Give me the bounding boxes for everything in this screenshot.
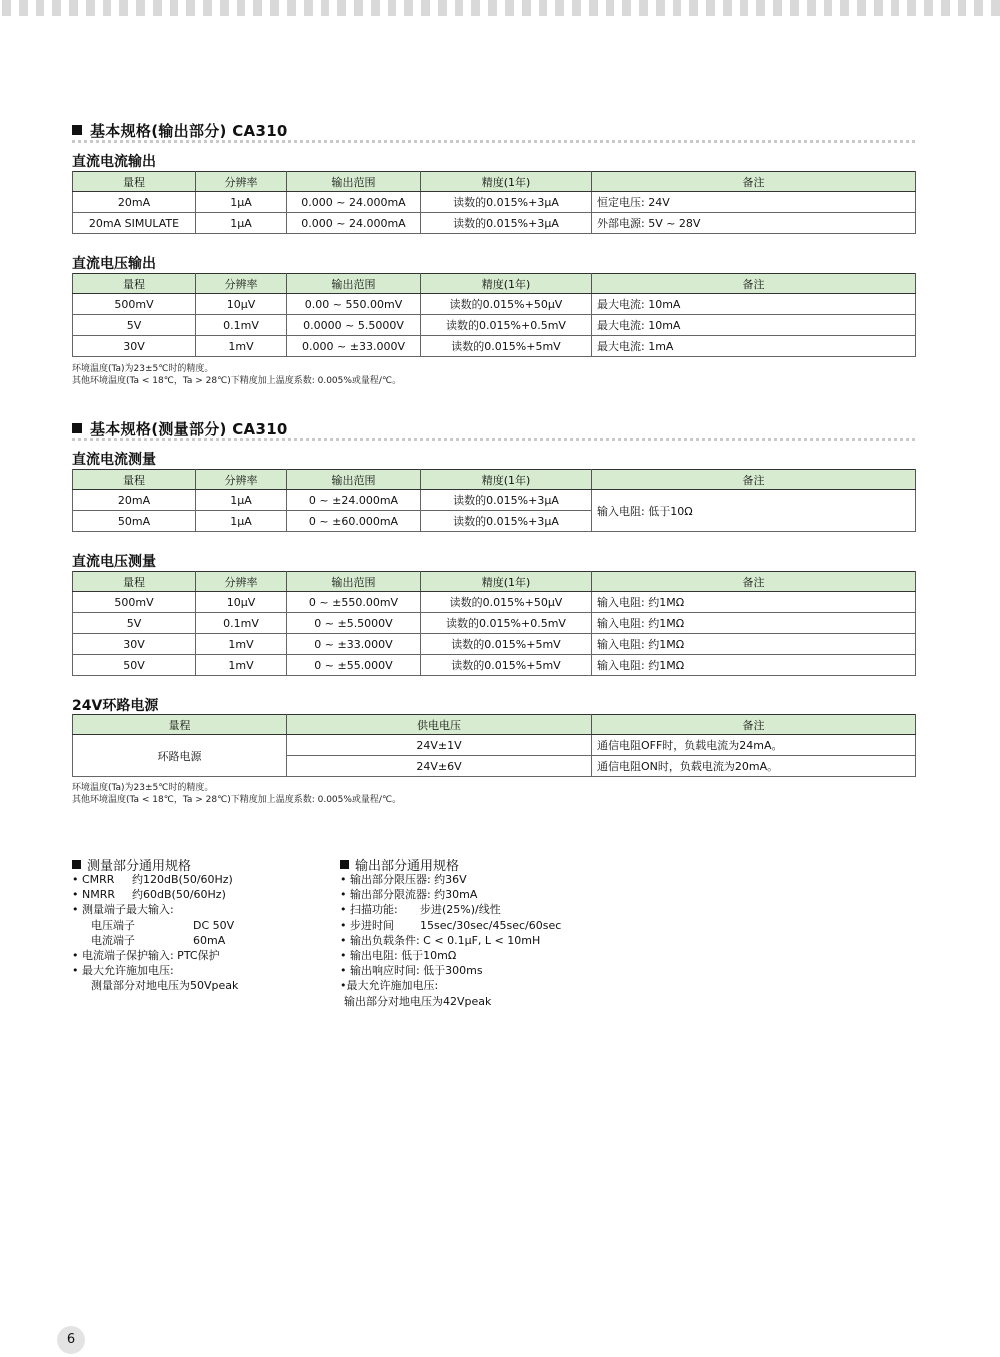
header-range: 量程 bbox=[73, 470, 196, 490]
header-remarks: 备注 bbox=[592, 715, 916, 735]
dotted-divider bbox=[72, 140, 915, 143]
dc-voltage-measure-table bbox=[72, 571, 916, 676]
list-item: • NMRR 约60dB(50/60Hz) bbox=[72, 888, 226, 902]
loop-power-range-cell: 环路电源 bbox=[73, 735, 287, 777]
table-row: 500mV 10μV 0.00 ~ 550.00mV 读数的0.015%+50μV 最大电流: 10mA bbox=[73, 294, 916, 315]
output-section-title: 基本规格(输出部分) CA310 bbox=[72, 120, 288, 141]
header-range: 量程 bbox=[73, 172, 196, 192]
header-output-range: 输出范围 bbox=[287, 172, 421, 192]
header-range: 量程 bbox=[73, 715, 287, 735]
loop-power-table bbox=[72, 714, 916, 777]
list-item: • 扫描功能: 步进(25%)/线性 bbox=[340, 903, 501, 917]
list-item: • 输出电阻: 低于10mΩ bbox=[340, 949, 457, 963]
measure-footnotes: 环境温度(Ta)为23±5℃时的精度。 其他环境温度(Ta < 18℃，Ta > 28℃)下精度加上温度系数: 0.005%或量程/℃。 bbox=[72, 783, 402, 805]
dc-current-measure-title: 直流电流测量 bbox=[72, 452, 156, 468]
dc-voltage-output-title: 直流电压输出 bbox=[72, 256, 156, 272]
shared-remark-cell: 输入电阻: 低于10Ω bbox=[592, 490, 916, 532]
page-number: 6 bbox=[57, 1326, 85, 1354]
header-remarks: 备注 bbox=[592, 470, 916, 490]
header-accuracy: 精度(1年) bbox=[421, 572, 592, 592]
header-resolution: 分辨率 bbox=[196, 172, 287, 192]
header-accuracy: 精度(1年) bbox=[421, 172, 592, 192]
output-footnotes: 环境温度(Ta)为23±5℃时的精度。 其他环境温度(Ta < 18℃，Ta > 28℃)下精度加上温度系数: 0.005%或量程/℃。 bbox=[72, 364, 402, 386]
header-range: 量程 bbox=[73, 572, 196, 592]
header-remarks: 备注 bbox=[592, 274, 916, 294]
square-bullet-icon bbox=[72, 860, 81, 869]
square-bullet-icon bbox=[340, 860, 349, 869]
dc-current-output-title: 直流电流输出 bbox=[72, 154, 156, 170]
table-row: 30V 1mV 0.000 ~ ±33.000V 读数的0.015%+5mV 最大电流: 1mA bbox=[73, 336, 916, 357]
table-row: 50V 1mV 0 ~ ±55.000V 读数的0.015%+5mV 输入电阻: 约1MΩ bbox=[73, 655, 916, 676]
header-resolution: 分辨率 bbox=[196, 572, 287, 592]
list-item: 输出部分对地电压为42Vpeak bbox=[344, 994, 492, 1008]
table-row: 50mA 1μA 0 ~ ±60.000mA 读数的0.015%+3μA bbox=[73, 511, 916, 532]
list-item: • 输出负载条件: C < 0.1μF, L < 10mH bbox=[340, 933, 541, 947]
top-stripe-decoration bbox=[0, 0, 1000, 16]
list-item: • 步进时间 15sec/30sec/45sec/60sec bbox=[340, 918, 562, 932]
list-item: • 输出部分限压器: 约36V bbox=[340, 873, 467, 886]
square-bullet-icon bbox=[72, 125, 82, 135]
header-supply-voltage: 供电电压 bbox=[287, 715, 592, 735]
list-item: 电压端子 DC 50V bbox=[91, 918, 235, 932]
dc-current-measure-table bbox=[72, 469, 916, 532]
header-remarks: 备注 bbox=[592, 172, 916, 192]
list-item: • 测量端子最大输入: bbox=[72, 903, 174, 917]
table-row: 20mA 1μA 0.000 ~ 24.000mA 读数的0.015%+3μA 恒定电压: 24V bbox=[73, 192, 916, 213]
table-row: 24V±6V 通信电阻ON时，负载电流为20mA。 bbox=[73, 756, 916, 777]
header-remarks: 备注 bbox=[592, 572, 916, 592]
output-general-list bbox=[340, 872, 561, 1009]
header-output-range: 输出范围 bbox=[287, 470, 421, 490]
table-row: 20mA SIMULATE 1μA 0.000 ~ 24.000mA 读数的0.015%+3μA 外部电源: 5V ~ 28V bbox=[73, 213, 916, 234]
header-resolution: 分辨率 bbox=[196, 470, 287, 490]
dc-current-output-table bbox=[72, 171, 916, 234]
header-resolution: 分辨率 bbox=[196, 274, 287, 294]
table-row: 5V 0.1mV 0 ~ ±5.5000V 读数的0.015%+0.5mV 输入电阻: 约1MΩ bbox=[73, 613, 916, 634]
list-item: • 输出部分限流器: 约30mA bbox=[340, 888, 478, 902]
dc-voltage-output-table bbox=[72, 273, 916, 357]
list-item: 测量部分对地电压为50Vpeak bbox=[91, 979, 239, 993]
loop-power-title: 24V环路电源 bbox=[72, 698, 159, 714]
header-output-range: 输出范围 bbox=[287, 572, 421, 592]
dc-voltage-measure-title: 直流电压测量 bbox=[72, 554, 156, 570]
output-general-title: 输出部分通用规格 bbox=[340, 855, 459, 874]
table-row: 30V 1mV 0 ~ ±33.000V 读数的0.015%+5mV 输入电阻: 约1MΩ bbox=[73, 634, 916, 655]
list-item: • 最大允许施加电压: bbox=[72, 964, 174, 978]
header-output-range: 输出范围 bbox=[287, 274, 421, 294]
list-item: • CMRR 约120dB(50/60Hz) bbox=[72, 873, 233, 886]
table-row: 500mV 10μV 0 ~ ±550.00mV 读数的0.015%+50μV 输入电阻: 约1MΩ bbox=[73, 592, 916, 613]
measure-section-title: 基本规格(测量部分) CA310 bbox=[72, 418, 288, 439]
measure-general-list bbox=[72, 872, 238, 994]
table-row: 环路电源 24V±1V 通信电阻OFF时，负载电流为24mA。 bbox=[73, 735, 916, 756]
header-accuracy: 精度(1年) bbox=[421, 470, 592, 490]
list-item: 电流端子 60mA bbox=[91, 933, 226, 947]
header-range: 量程 bbox=[73, 274, 196, 294]
list-item: •最大允许施加电压: bbox=[340, 979, 439, 993]
list-item: • 输出响应时间: 低于300ms bbox=[340, 964, 483, 978]
header-accuracy: 精度(1年) bbox=[421, 274, 592, 294]
square-bullet-icon bbox=[72, 423, 82, 433]
table-row: 20mA 1μA 0 ~ ±24.000mA 读数的0.015%+3μA 输入电阻: 低于10Ω bbox=[73, 490, 916, 511]
table-row: 5V 0.1mV 0.0000 ~ 5.5000V 读数的0.015%+0.5mV 最大电流: 10mA bbox=[73, 315, 916, 336]
measure-general-title: 测量部分通用规格 bbox=[72, 855, 191, 874]
dotted-divider bbox=[72, 438, 915, 441]
list-item: • 电流端子保护输入: PTC保护 bbox=[72, 949, 220, 963]
